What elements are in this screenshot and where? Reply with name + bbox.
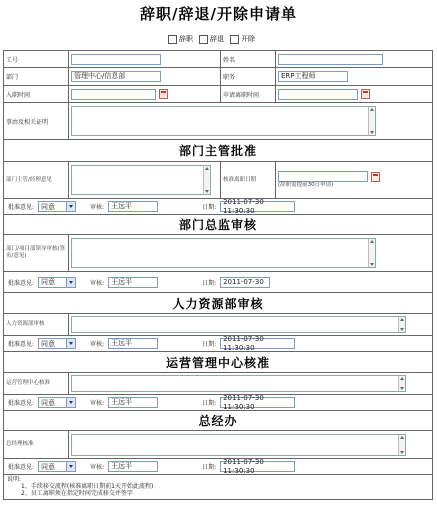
signer-input[interactable]: 王远平 [108,277,158,288]
result-select[interactable]: 同意 [38,461,76,472]
section-operations [4,352,433,373]
row-dept-position [4,68,433,86]
scrollbar[interactable] [398,376,405,391]
reason-label: 事由及相关证明 [4,103,69,139]
section-title: 总经办 [4,411,433,430]
calendar-icon[interactable] [371,172,380,182]
calendar-icon[interactable] [361,89,370,99]
section-general-manager [4,411,433,431]
hr-opinion-textarea[interactable] [71,316,406,333]
notes-line-1: 1、手续移交流程(核准离职日期前1天开始此流程) [21,483,154,490]
manager-opinion-textarea[interactable] [71,165,211,195]
director-opinion-textarea[interactable] [71,238,376,268]
section-title: 部门主管批准 [4,140,433,161]
signer-input[interactable]: 王远平 [108,201,158,212]
datetime-input[interactable]: 2011-07-30 11:30:30 [220,397,295,408]
section-title: 人力资源部审核 [4,293,433,313]
section-hr [4,293,433,314]
row-empno-name [4,51,433,68]
result-label: 批准意见: [8,279,35,287]
position-label: 职务 [221,68,276,85]
date-label: 日期: [202,279,217,287]
approve-date-note: (辞职需提前30日申请) [278,182,334,188]
row-gm-opinion [4,431,433,459]
row-manager-opinion [4,162,433,199]
row-notes [4,475,433,500]
datetime-input[interactable]: 2011-07-30 11:30:30 [220,338,295,349]
expel-checkbox[interactable] [230,35,239,44]
apply-date-label: 申请离职时间 [221,86,276,102]
scrollbar[interactable] [398,317,405,332]
signer-label: 审核: [90,400,105,407]
scrollbar[interactable] [203,166,210,194]
date-label: 日期: [202,204,217,211]
dept-label: 部门 [4,68,69,85]
result-label: 批准意见: [8,341,35,348]
form-table [3,50,433,500]
row-sign-s3 [4,336,433,352]
type-expel-option[interactable]: 开除 [230,34,255,44]
position-input[interactable]: ERP工程师 [278,71,348,82]
row-sign-s4 [4,395,433,411]
signer-label: 审核: [90,464,105,471]
scrollbar[interactable] [368,107,375,135]
apply-date-input[interactable] [278,89,358,100]
notes-line-2: 2、员工离职须在指定时间完成移交并签字 [21,490,133,497]
gm-opinion-label: 总经理核准 [4,431,69,458]
signer-input[interactable]: 王远平 [108,461,158,472]
result-select[interactable]: 同意 [38,397,76,408]
section-dept-director [4,215,433,235]
type-dismiss-option[interactable]: 辞退 [199,34,224,44]
date-label: 日期: [202,464,217,471]
join-date-input[interactable] [71,89,156,100]
director-opinion-label: 部门/项目部领导审核(签名/意见) [4,235,69,271]
chevron-down-icon[interactable] [66,278,75,287]
ops-opinion-label: 运营管理中心核准 [4,373,69,394]
emp-no-label: 工号 [4,51,69,67]
chevron-down-icon[interactable] [66,462,75,471]
type-resign-option[interactable]: 辞职 [168,34,193,44]
calendar-icon[interactable] [159,89,168,99]
approve-date-input[interactable] [278,171,368,182]
signer-label: 审核: [90,204,105,211]
signer-label: 审核: [90,341,105,348]
scrollbar[interactable] [398,435,405,455]
row-ops-opinion [4,373,433,395]
dismiss-checkbox[interactable] [199,35,208,44]
section-title: 部门总监审核 [4,215,433,234]
emp-no-input[interactable] [71,54,161,65]
row-hr-opinion [4,314,433,336]
gm-opinion-textarea[interactable] [71,434,406,456]
row-director-opinion [4,235,433,272]
manager-opinion-label: 部门主管/经理意见 [4,162,69,198]
result-select[interactable]: 同意 [38,338,76,349]
signer-input[interactable]: 王远平 [108,338,158,349]
result-label: 批准意见: [8,204,35,211]
name-label: 姓名 [221,51,276,67]
date-label: 日期: [202,341,217,348]
datetime-input[interactable]: 2011-07-30 11:30:30 [220,201,295,212]
result-label: 批准意见: [8,400,35,407]
chevron-down-icon[interactable] [66,202,75,211]
join-date-label: 入职时间 [4,86,69,102]
hr-opinion-label: 人力资源部审核 [4,314,69,335]
chevron-down-icon[interactable] [66,339,75,348]
row-dates [4,86,433,103]
scrollbar[interactable] [368,239,375,267]
date-input[interactable]: 2011-07-30 [220,277,270,288]
result-label: 批准意见: [8,464,35,471]
dept-input[interactable]: 管理中心/信息部 [71,71,161,82]
section-dept-manager [4,140,433,162]
notes-label: 说明: [7,476,22,483]
chevron-down-icon[interactable] [66,398,75,407]
row-sign-s1 [4,199,433,215]
section-title: 运营管理中心核准 [4,352,433,372]
datetime-input[interactable]: 2011-07-30 11:30:30 [220,461,295,472]
request-type-options [168,34,255,44]
resign-checkbox[interactable] [168,35,177,44]
form-title: 辞职/辞退/开除申请单 [140,5,297,23]
result-select[interactable]: 同意 [38,277,76,288]
result-select[interactable]: 同意 [38,201,76,212]
signer-label: 审核: [90,279,105,287]
ops-opinion-textarea[interactable] [71,375,406,392]
date-label: 日期: [202,400,217,407]
row-sign-s2 [4,272,433,293]
row-sign-s5 [4,459,433,475]
approve-date-label: 核准离职日期 [221,162,276,198]
row-reason [4,103,433,140]
signer-input[interactable]: 王远平 [108,397,158,408]
reason-textarea[interactable] [71,106,376,136]
name-input[interactable] [278,54,383,65]
